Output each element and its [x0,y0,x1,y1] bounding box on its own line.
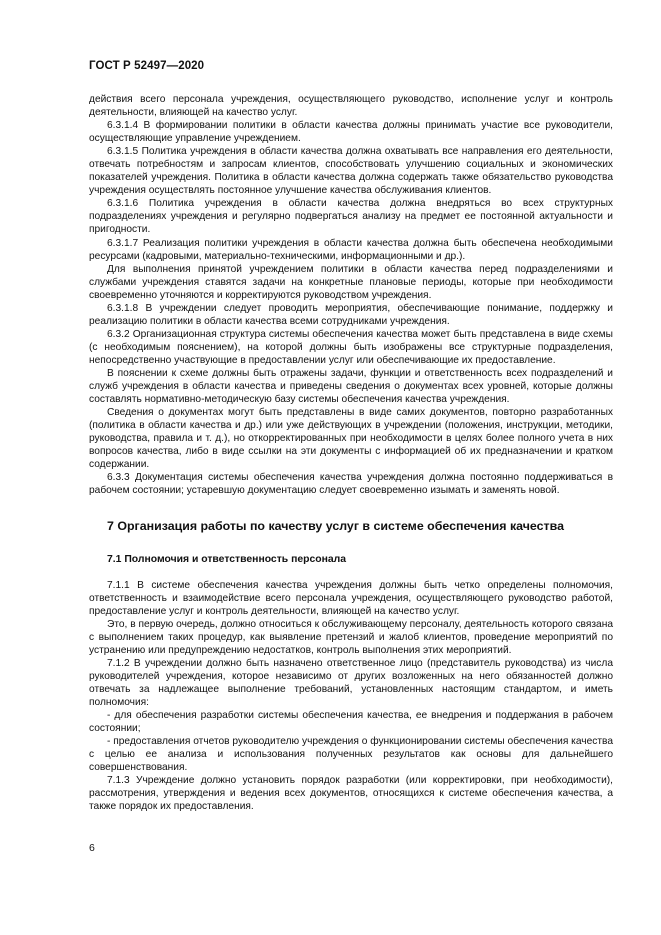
section-heading: 7 Организация работы по качеству услуг в системе обеспечения качества [107,519,564,534]
standard-header: ГОСТ Р 52497—2020 [89,60,205,72]
page-number: 6 [89,842,95,854]
list-item: - предоставления отчетов руководителю учреждения о функционировании системы обеспечения качества с целью ее анализа и использования полученных результатов как основы для дальнейшего совершенствования. [89,736,613,774]
subsection-heading: 7.1 Полномочия и ответственность персонала [107,554,347,566]
paragraph: действия всего персонала учреждения, осуществляющего руководство, исполнение услуг и контроль деятельности, влияющей на качество услуг. [89,94,613,119]
paragraph: 6.3.1.8 В учреждении следует проводить мероприятия, обеспечивающие понимание, поддержку и реализацию политики в области качества всеми сотрудниками учреждения. [89,302,613,327]
paragraph: 6.3.1.7 Реализация политики учреждения в области качества должна быть обеспечена необходимыми ресурсами (кадровыми, материально-техническими, информационными и др.). [89,237,613,262]
paragraph: 6.3.1.5 Политика учреждения в области качества должна охватывать все направления его деятельности, отвечать потребностям и запросам клиентов, способствовать улучшению социальных и экономических показателей учреждения. Политика в области качества должна содержать также обязательство руководства учреждения осуществлять постоянное улучшение качества обслуживания клиентов. [89,146,613,197]
page-content [89,93,613,813]
paragraph: 7.1.2 В учреждении должно быть назначено ответственное лицо (представитель руководства) из числа руководителей учреждения, которое независимо от других возложенных на него обязанностей должно отвечать за надлежащее выполнение требований, установленных настоящим стандартом, и иметь полномочия: [89,657,613,708]
paragraph: 6.3.1.6 Политика учреждения в области качества должна внедряться во всех структурных подразделениях учреждения и регулярно подвергаться анализу на предмет ее постоянной актуальности и пригодности. [89,198,613,236]
paragraph: Это, в первую очередь, должно относиться к обслуживающему персоналу, деятельность которого связана с выполнением таких процедур, как выявление претензий и жалоб клиентов, проведение мероприятий по устранению или предупреждению недостатков, контроль выполнения этих мероприятий. [89,618,613,656]
paragraph: 6.3.2 Организационная структура системы обеспечения качества может быть представлена в виде схемы (с необходимым пояснением), на которой должны быть изображены все структурные подразделения, непосредственно участвующие в предоставлении услуг или обеспечивающие их предоставление. [89,328,613,366]
list-item: - для обеспечения разработки системы обеспечения качества, ее внедрения и поддержания в рабочем состоянии; [89,709,613,735]
paragraph: 6.3.3 Документация системы обеспечения качества учреждения должна постоянно поддерживаться в рабочем состоянии; устаревшую документацию следует своевременно изымать и заменять новой. [89,472,613,497]
paragraph: 6.3.1.4 В формировании политики в области качества должны принимать участие все руководители, осуществляющие управление учреждением. [89,120,613,145]
paragraph: В пояснении к схеме должны быть отражены задачи, функции и ответственность всех подразделений и служб учреждения в области качества и приведены сведения о документах всех уровней, которые должны составлять нормативно-методическую базу системы обеспечения качества учреждения. [89,367,613,406]
paragraph: 7.1.3 Учреждение должно установить порядок разработки (или корректировки, при необходимости), рассмотрения, утверждения и ведения всех документов, относящихся к системе обеспечения качества, а также порядок их предоставления. [89,775,613,813]
paragraph: 7.1.1 В системе обеспечения качества учреждения должны быть четко определены полномочия, ответственность и взаимодействие всего персонала учреждения, осуществляющего руководство работой, предоставление услуг и контроль деятельности, влияющей на качество услуг. [89,579,613,617]
paragraph: Сведения о документах могут быть представлены в виде самих документов, повторно разработанных (политика в области качества и др.) или уже действующих в учреждении (положения, инструкции, методики, руководства, правила и т. д.), но откорректированных при необходимости в целях более полного учета в них вопросов качества, либо в виде ссылки на эти документы с информацией об их предназначении и кратком содержании. [89,407,613,471]
paragraph: Для выполнения принятой учреждением политики в области качества перед подразделениями и службами учреждения ставятся задачи на конкретные плановые периоды, которые при необходимости своевременно уточняются и корректируются руководством учреждения. [89,263,613,301]
